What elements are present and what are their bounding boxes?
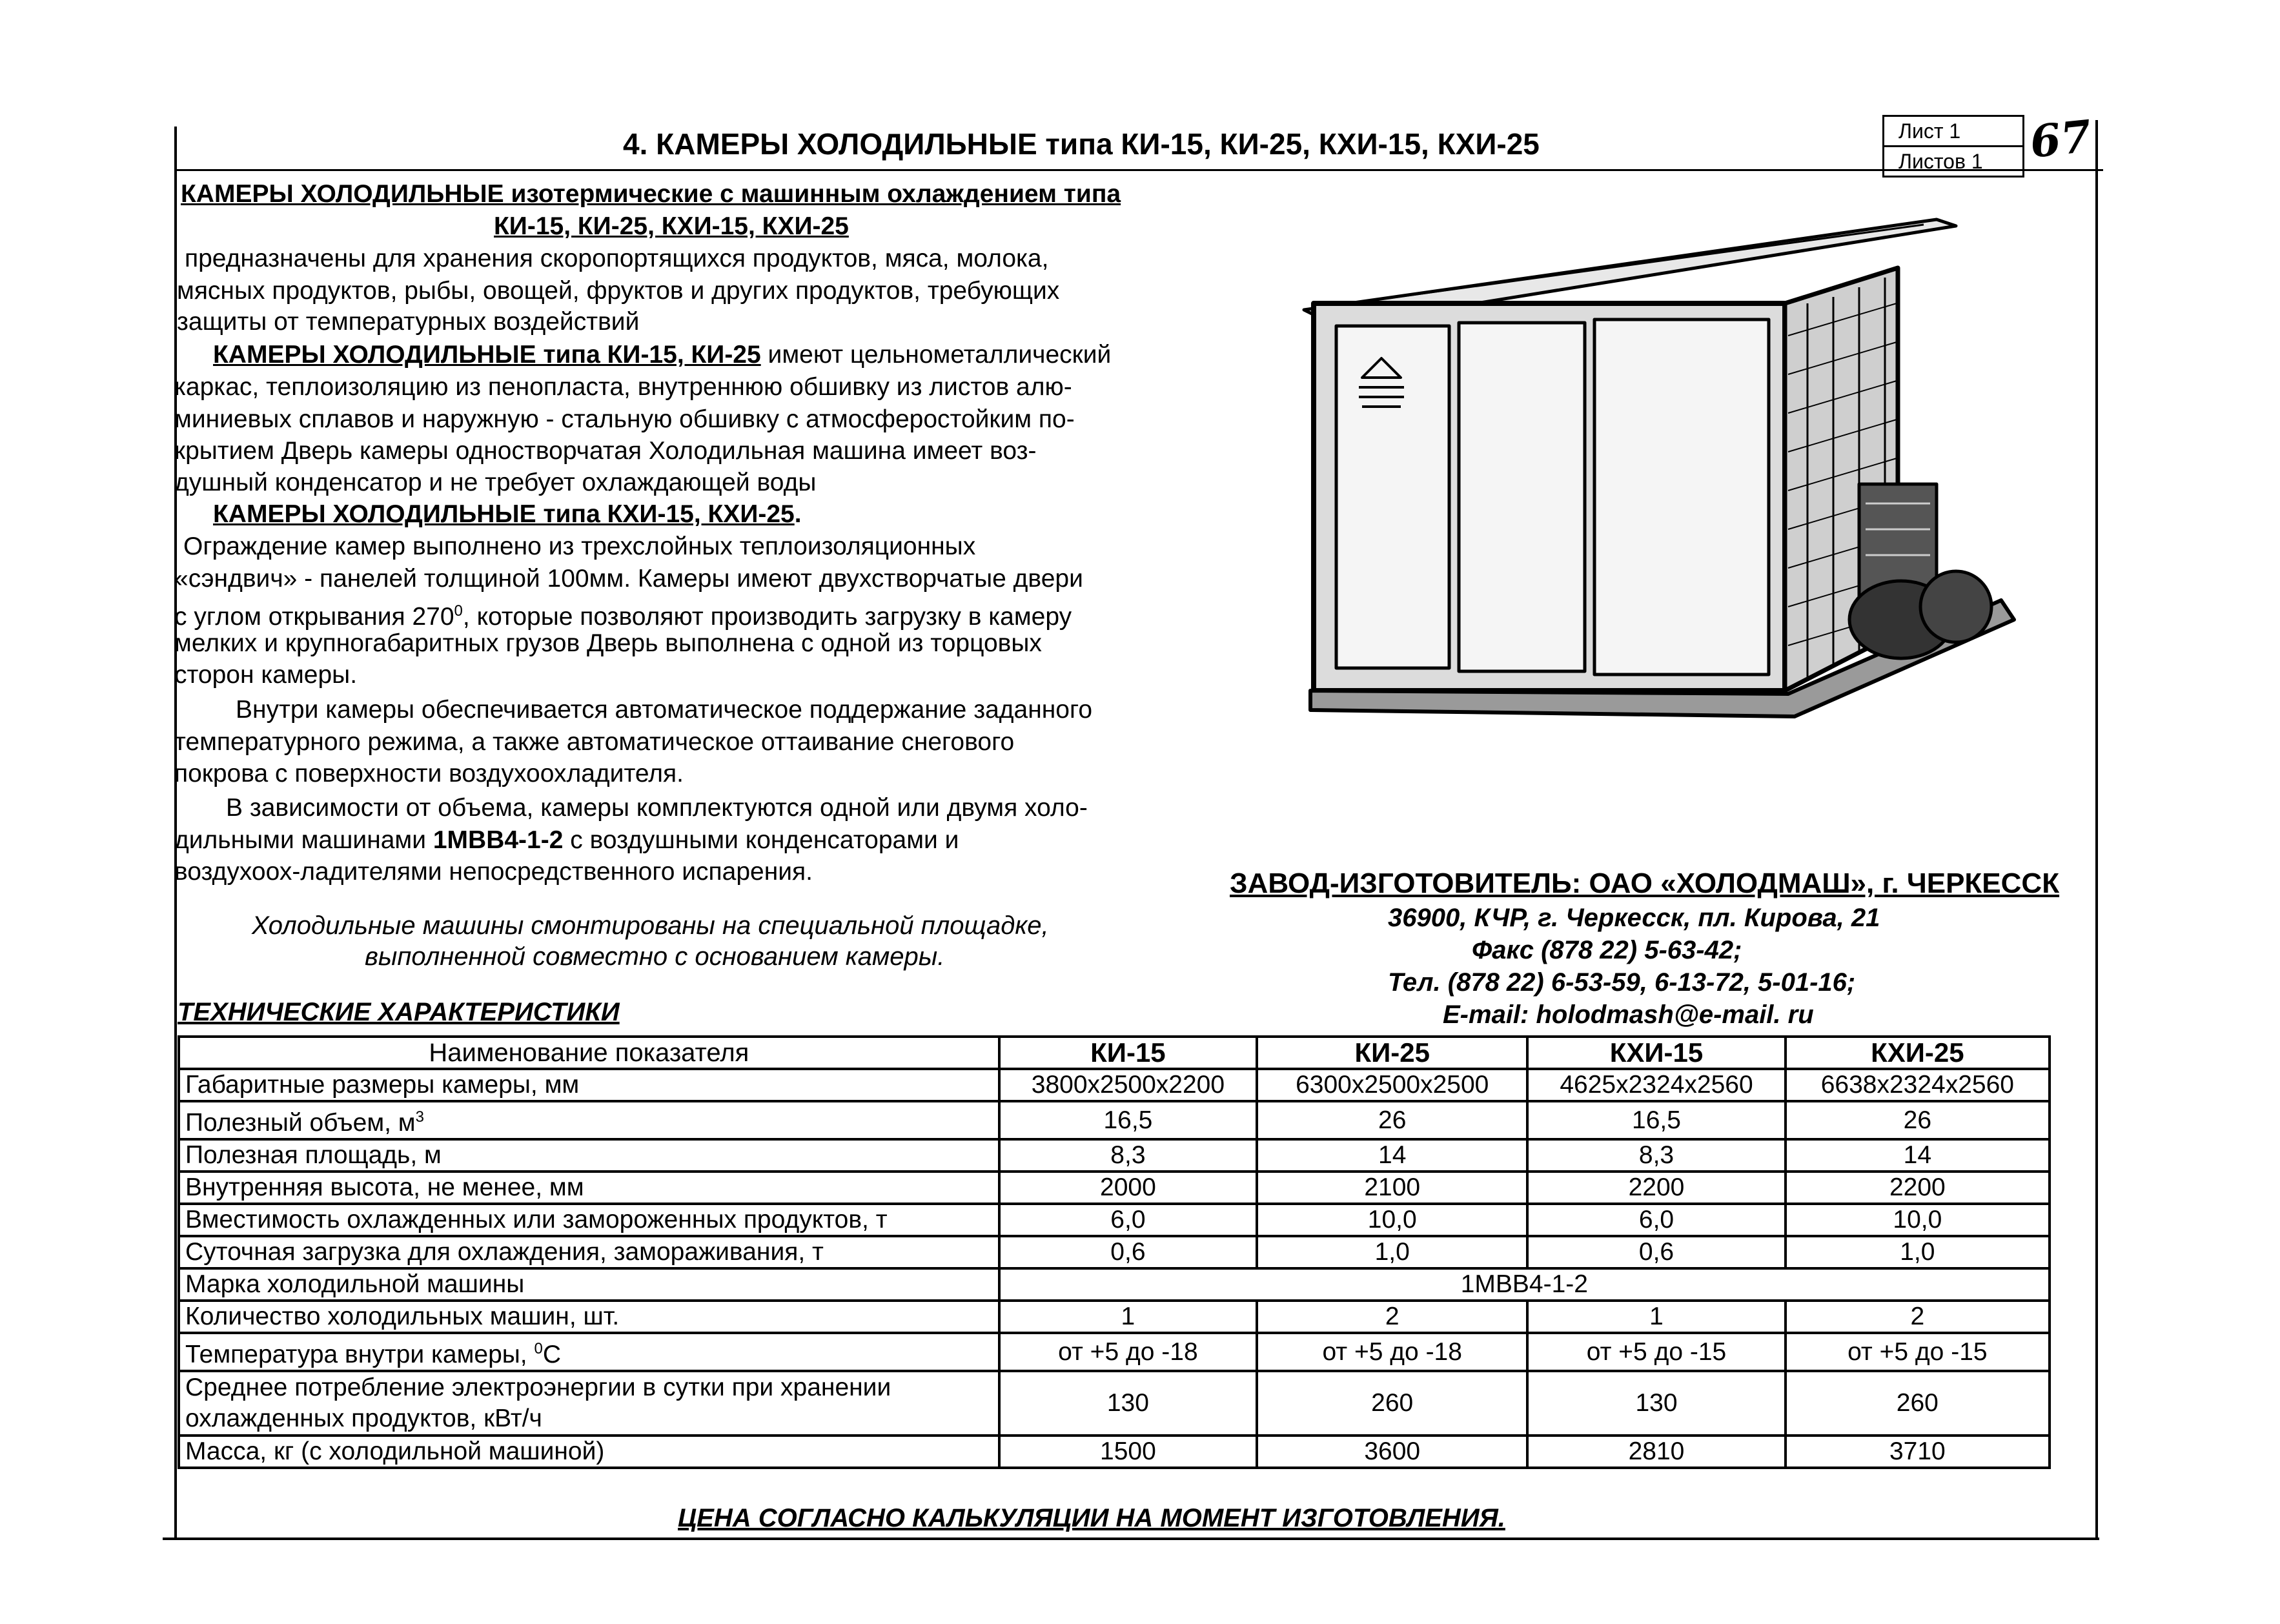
khi-angle-sup: 0: [454, 602, 463, 620]
ki-line-2: миниевых сплавов и наружную - стальную обшивку с атмосферостойким по-: [174, 405, 1075, 433]
header-ki25: КИ-25: [1257, 1037, 1527, 1069]
ki-line-3: крытием Дверь камеры одностворчатая Холодильная машина имеет воз-: [174, 437, 1037, 465]
khi-heading: КАМЕРЫ ХОЛОДИЛЬНЫЕ типа КХИ-15, КХИ-25: [213, 500, 795, 528]
param-label: Количество холодильных машин, шт.: [185, 1303, 620, 1330]
sheet-label: Лист 1: [1884, 117, 2022, 147]
table-row: [179, 1172, 2050, 1204]
param-name: [179, 1069, 999, 1101]
ki-paragraph-first-line: [213, 339, 1111, 371]
desc-p1-line-3: защиты от температурных воздействий: [177, 308, 640, 336]
param-name: [179, 1139, 999, 1172]
khi-line-2: «сэндвич» - панелей толщиной 100мм. Камеры имеют двухстворчатые двери: [174, 565, 1083, 593]
note-line-2: выполненной совместно с основанием камеры.: [365, 942, 945, 971]
khi-heading-end: .: [794, 500, 802, 528]
param-value: 2: [1257, 1301, 1527, 1333]
price-note: ЦЕНА СОГЛАСНО КАЛЬКУЛЯЦИИ НА МОМЕНТ ИЗГОТОВЛЕНИЯ.: [678, 1504, 1505, 1532]
param-value: 260: [1786, 1371, 2050, 1436]
param-value: 3800x2500x2200: [999, 1069, 1257, 1101]
param-name: [179, 1436, 999, 1468]
param-name: [179, 1268, 999, 1301]
cold-room-drawing: [1285, 207, 2033, 781]
param-label: Масса, кг (с холодильной машиной): [185, 1437, 605, 1465]
table-row: [179, 1268, 2050, 1301]
table-row: [179, 1069, 2050, 1101]
param-value: 6,0: [1527, 1204, 1785, 1236]
table-header-row: [179, 1037, 2050, 1069]
sheet-box: [1882, 115, 2024, 178]
param-name: [179, 1172, 999, 1204]
khi-line-3: мелких и крупногабаритных грузов Дверь выполнена с одной из торцовых: [174, 629, 1042, 657]
param-value: 8,3: [999, 1139, 1257, 1172]
param-value: 2810: [1527, 1436, 1785, 1468]
param-name: [179, 1204, 999, 1236]
auto-line-1: Внутри камеры обеспечивается автоматическое поддержание заданного: [236, 696, 1093, 724]
param-value: 130: [1527, 1371, 1785, 1436]
param-value: 1500: [999, 1436, 1257, 1468]
param-value: 26: [1257, 1101, 1527, 1139]
machine-model: 1МВВ4-1-2: [433, 826, 564, 854]
khi-angle-before: с углом открывания 270: [174, 603, 454, 631]
param-suffix: С: [542, 1341, 562, 1368]
table-row: [179, 1301, 2050, 1333]
table-row: [179, 1333, 2050, 1371]
param-value: 4625x2324x2560: [1527, 1069, 1785, 1101]
param-label: Габаритные размеры камеры, мм: [185, 1071, 580, 1099]
machines-line-3: воздухоох-ладителями непосредственного испарения.: [174, 858, 813, 886]
param-value: 14: [1786, 1139, 2050, 1172]
machines-line-1: В зависимости от объема, камеры комплектуются одной или двумя холо-: [226, 794, 1088, 822]
param-value: 2200: [1527, 1172, 1785, 1204]
param-value: 130: [999, 1371, 1257, 1436]
header-khi15: КХИ-15: [1527, 1037, 1785, 1069]
param-value: 2: [1786, 1301, 2050, 1333]
desc-p1-line-1: предназначены для хранения скоропортящихся продуктов, мяса, молока,: [185, 245, 1049, 272]
ki-line-1: каркас, теплоизоляцию из пенопласта, внутреннюю обшивку из листов алю-: [174, 373, 1072, 401]
manufacturer-address: 36900, КЧР, г. Черкесск, пл. Кирова, 21: [1388, 904, 1880, 932]
table-row: [179, 1101, 2050, 1139]
param-value: 3710: [1786, 1436, 2050, 1468]
param-value: 1: [999, 1301, 1257, 1333]
specs-table: [178, 1035, 2051, 1469]
param-superscript: 0: [534, 1340, 543, 1357]
param-value: 10,0: [1257, 1204, 1527, 1236]
param-value: от +5 до -18: [999, 1333, 1257, 1371]
param-value: 26: [1786, 1101, 2050, 1139]
param-value: от +5 до -18: [1257, 1333, 1527, 1371]
sheets-label: Листов 1: [1884, 147, 2022, 178]
specs-title: ТЕХНИЧЕСКИЕ ХАРАКТЕРИСТИКИ: [178, 998, 620, 1026]
param-superscript: 3: [415, 1108, 424, 1126]
manufacturer-title: ЗАВОД-ИЗГОТОВИТЕЛЬ: ОАО «ХОЛОДМАШ», г. ЧЕРКЕССК: [1230, 868, 2060, 899]
table-row: [179, 1139, 2050, 1172]
header-ki15: КИ-15: [999, 1037, 1257, 1069]
param-value: 16,5: [1527, 1101, 1785, 1139]
param-value: 3600: [1257, 1436, 1527, 1468]
frame-line-right: [2095, 120, 2098, 1540]
param-label: Полезная площадь, м: [185, 1141, 442, 1169]
param-value: 0,6: [1527, 1236, 1785, 1268]
auto-line-2: температурного режима, а также автоматическое оттаивание снегового: [174, 728, 1015, 756]
ki-heading: КАМЕРЫ ХОЛОДИЛЬНЫЕ типа КИ-15, КИ-25: [213, 341, 761, 369]
param-value: 1МВВ4-1-2: [999, 1268, 2050, 1301]
param-value: 6638x2324x2560: [1786, 1069, 2050, 1101]
header-name: Наименование показателя: [179, 1037, 999, 1069]
machines-line-2: [174, 824, 959, 857]
param-value: 260: [1257, 1371, 1527, 1436]
param-value: 14: [1257, 1139, 1527, 1172]
param-name: [179, 1101, 999, 1139]
param-value: 2100: [1257, 1172, 1527, 1204]
machines-line-2c: с воздушными конденсаторами и: [563, 826, 959, 854]
khi-heading-line: [213, 498, 802, 531]
param-value: 1,0: [1786, 1236, 2050, 1268]
param-value: 6300x2500x2500: [1257, 1069, 1527, 1101]
ki-line-4: душный конденсатор и не требует охлаждающей воды: [174, 469, 817, 496]
param-label: Вместимость охлажденных или замороженных продуктов, т: [185, 1206, 888, 1233]
param-label: Среднее потребление электроэнергии в сутки при хранении охлажденных продуктов, кВт/ч: [185, 1374, 891, 1432]
param-name: [179, 1333, 999, 1371]
khi-angle-after: , которые позволяют производить загрузку в камеру: [462, 603, 1072, 631]
auto-line-3: покрова с поверхности воздухоохладителя.: [174, 760, 684, 787]
machines-line-2a: дильными машинами: [174, 826, 433, 854]
note-line-1: Холодильные машины смонтированы на специальной площадке,: [252, 911, 1049, 940]
header-khi25: КХИ-25: [1786, 1037, 2050, 1069]
param-value: 8,3: [1527, 1139, 1785, 1172]
param-label: Внутренняя высота, не менее, мм: [185, 1173, 584, 1201]
khi-line-4: сторон камеры.: [174, 661, 358, 689]
table-row: [179, 1371, 2050, 1436]
param-value: 1: [1527, 1301, 1785, 1333]
table-row: [179, 1236, 2050, 1268]
param-value: 6,0: [999, 1204, 1257, 1236]
param-name: [179, 1236, 999, 1268]
page-number: 67: [2028, 110, 2094, 168]
table-row: [179, 1204, 2050, 1236]
desc-heading-2: КИ-15, КИ-25, КХИ-15, КХИ-25: [494, 212, 849, 240]
param-label: Температура внутри камеры,: [185, 1341, 534, 1368]
param-label: Марка холодильной машины: [185, 1270, 525, 1298]
khi-line-1: Ограждение камер выполнено из трехслойных теплоизоляционных: [183, 533, 976, 560]
param-value: 2200: [1786, 1172, 2050, 1204]
frame-line-bottom: [163, 1538, 2099, 1540]
param-label: Суточная загрузка для охлаждения, замораживания, т: [185, 1238, 824, 1266]
param-value: от +5 до -15: [1786, 1333, 2050, 1371]
param-value: 2000: [999, 1172, 1257, 1204]
manufacturer-fax: Факс (878 22) 5-63-42;: [1472, 936, 1742, 964]
desc-p1-line-2: мясных продуктов, рыбы, овощей, фруктов и других продуктов, требующих: [177, 277, 1060, 305]
param-name: [179, 1301, 999, 1333]
manufacturer-email: E-mail: holodmash@e-mail. ru: [1443, 1000, 1814, 1029]
param-name: [179, 1371, 999, 1436]
param-value: 1,0: [1257, 1236, 1527, 1268]
desc-heading-1: КАМЕРЫ ХОЛОДИЛЬНЫЕ изотермические с машинным охлаждением типа: [181, 180, 1121, 208]
frame-line-top: [174, 169, 2103, 171]
table-row: [179, 1436, 2050, 1468]
param-value: 0,6: [999, 1236, 1257, 1268]
param-value: 16,5: [999, 1101, 1257, 1139]
param-label: Полезный объем, м: [185, 1109, 416, 1137]
manufacturer-phone: Тел. (878 22) 6-53-59, 6-13-72, 5-01-16;: [1388, 968, 1856, 997]
param-value: 10,0: [1786, 1204, 2050, 1236]
ki-first-line-rest: имеют цельнометаллический: [760, 341, 1112, 369]
page-title: 4. КАМЕРЫ ХОЛОДИЛЬНЫЕ типа КИ-15, КИ-25, КХИ-15, КХИ-25: [623, 127, 1540, 161]
param-value: от +5 до -15: [1527, 1333, 1785, 1371]
